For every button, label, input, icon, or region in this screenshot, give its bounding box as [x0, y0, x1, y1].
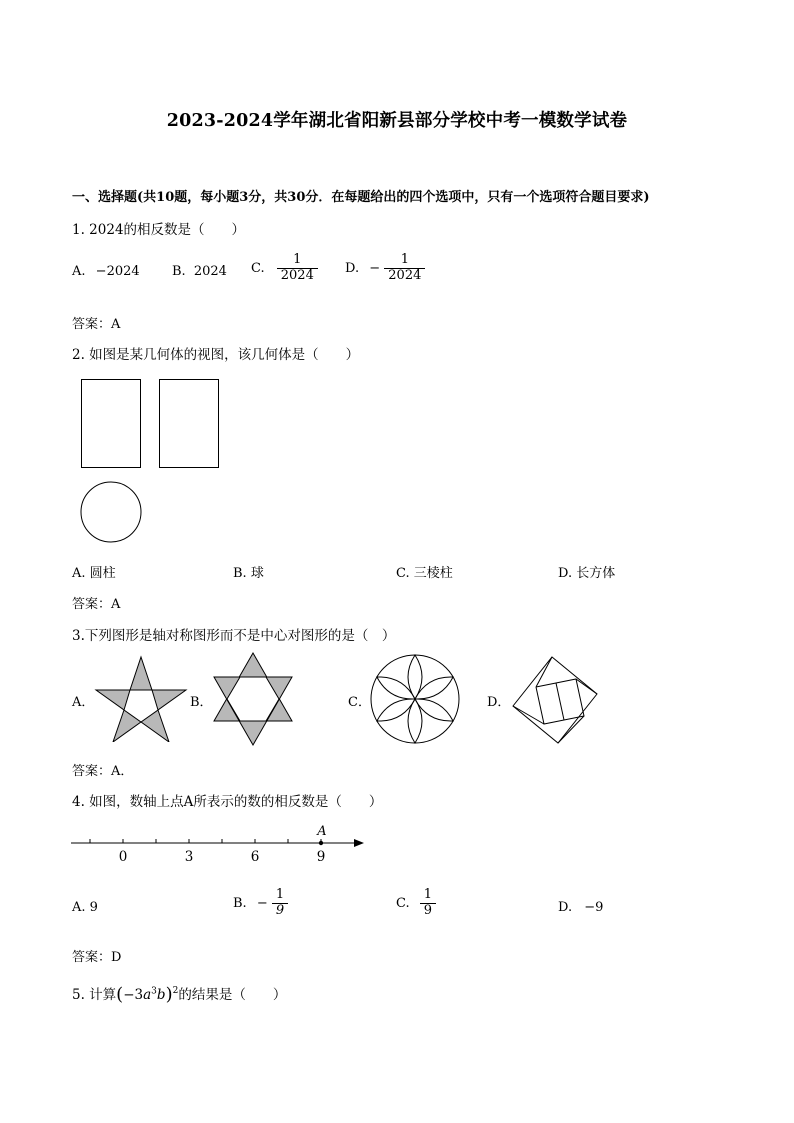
- question-3-option-d-label: D．: [487, 695, 511, 710]
- option-d-sign: −: [369, 260, 381, 276]
- flower-petals: [373, 655, 456, 743]
- petal: [373, 671, 418, 705]
- fraction-denominator: 2024: [384, 268, 425, 284]
- question-1-option-b: [172, 264, 227, 279]
- question-4-option-c: [396, 888, 436, 919]
- question-1-answer: 答案：A: [72, 317, 121, 332]
- top-view-circle: [81, 482, 141, 542]
- question-3-option-a-label: A．: [72, 695, 95, 710]
- inner-divider: [556, 683, 564, 720]
- fraction-numerator: 1: [275, 887, 285, 902]
- question-2-stem: 2. 如图是某几何体的视图，该几何体是（ ）: [72, 347, 360, 363]
- question-3-option-c-label: C．: [348, 695, 371, 710]
- option-a-label: A.: [72, 264, 86, 279]
- petal: [408, 655, 422, 699]
- fraction-denominator: 9: [420, 903, 436, 919]
- option-d-fraction: [384, 253, 425, 284]
- option-c-label: C.: [396, 895, 410, 911]
- option-d-label: D.: [558, 900, 573, 915]
- petal: [412, 671, 457, 705]
- question-5-stem: [72, 983, 286, 1005]
- option-c-label: C.: [251, 260, 265, 276]
- front-view-rect: [82, 380, 141, 468]
- option-b-fraction: [272, 888, 288, 919]
- question-2-answer: 答案：A: [72, 597, 121, 612]
- question-4-option-d: [558, 900, 603, 915]
- option-d-label: D.: [345, 260, 360, 276]
- option-a-value: −2024: [95, 264, 140, 279]
- question-1-option-a: [72, 264, 140, 279]
- option-b-sign: −: [256, 895, 268, 911]
- petal: [373, 693, 418, 727]
- expr-coefficient: −3: [123, 987, 144, 1003]
- expr-var-a: a: [143, 987, 152, 1003]
- number-line-ticks: [90, 839, 321, 843]
- side-view-rect: [160, 380, 219, 468]
- connector-line: [513, 706, 544, 724]
- outer-square: [513, 657, 597, 743]
- question-4-option-a: A. 9: [72, 900, 98, 915]
- number-line-arrow: [354, 839, 364, 847]
- connector-line: [536, 657, 552, 687]
- question-5-prefix: 5. 计算: [72, 987, 117, 1003]
- question-3-option-b-label: B．: [190, 695, 213, 710]
- question-3-answer: 答案：A．: [72, 764, 134, 779]
- five-point-star-figure: [94, 654, 188, 742]
- tick-label-9: 9: [316, 849, 326, 865]
- question-1-option-d: [345, 253, 425, 284]
- number-line-figure: [68, 820, 368, 868]
- section-header: 一、选择题(共10题，每小题3分，共30分．在每题给出的四个选项中，只有一个选项符合题目要求): [72, 190, 650, 205]
- question-3-stem: 3.下列图形是轴对称图形而不是中心对图形的是（ ）: [72, 628, 396, 644]
- expr-var-b: b: [156, 987, 166, 1003]
- page-title: 2023-2024学年湖北省阳新县部分学校中考一模数学试卷: [166, 111, 628, 131]
- fraction-denominator: 9: [272, 903, 288, 919]
- question-2-option-d: D. 长方体: [558, 566, 616, 581]
- question-4-answer: 答案：D: [72, 950, 122, 965]
- question-4-option-b: [233, 888, 288, 919]
- fraction-denominator: 2024: [277, 268, 318, 284]
- inner-lines: [513, 657, 597, 743]
- option-b-value: 2024: [193, 264, 227, 279]
- point-a-dot: [319, 841, 323, 845]
- petal: [412, 693, 457, 727]
- option-d-value: −9: [584, 900, 604, 915]
- fraction-numerator: 1: [400, 252, 409, 267]
- hexagram-figure: [212, 651, 294, 747]
- option-b-label: B.: [172, 264, 186, 279]
- square-pattern-figure: [510, 654, 600, 746]
- fraction-numerator: 1: [423, 887, 433, 902]
- question-5-suffix: 的结果是（ ）: [178, 987, 287, 1003]
- option-c-fraction: [420, 888, 436, 919]
- tick-label-0: 0: [118, 849, 128, 865]
- tick-label-3: 3: [184, 849, 194, 865]
- question-1-option-c: [251, 253, 318, 284]
- point-a-label: A: [317, 824, 327, 839]
- option-c-fraction: [277, 253, 318, 284]
- expr-outer-exponent: 2: [172, 986, 179, 996]
- right-paren: ): [165, 984, 173, 1005]
- option-b-label: B.: [233, 895, 247, 911]
- tick-label-6: 6: [250, 849, 260, 865]
- question-2-option-a: A. 圆柱: [72, 566, 116, 581]
- left-paren: (: [116, 984, 124, 1005]
- petal: [408, 699, 422, 743]
- question-1-stem: 1. 2024的相反数是（ ）: [72, 222, 246, 238]
- question-4-stem: 4. 如图，数轴上点A所表示的数的相反数是（ ）: [72, 794, 383, 810]
- flower-circle-figure: [369, 653, 461, 745]
- three-view-figure: [76, 376, 226, 546]
- expr-a-exponent: 3: [151, 986, 157, 997]
- question-2-option-b: B. 球: [233, 566, 264, 581]
- question-2-option-c: C. 三棱柱: [396, 566, 453, 581]
- fraction-numerator: 1: [293, 252, 302, 267]
